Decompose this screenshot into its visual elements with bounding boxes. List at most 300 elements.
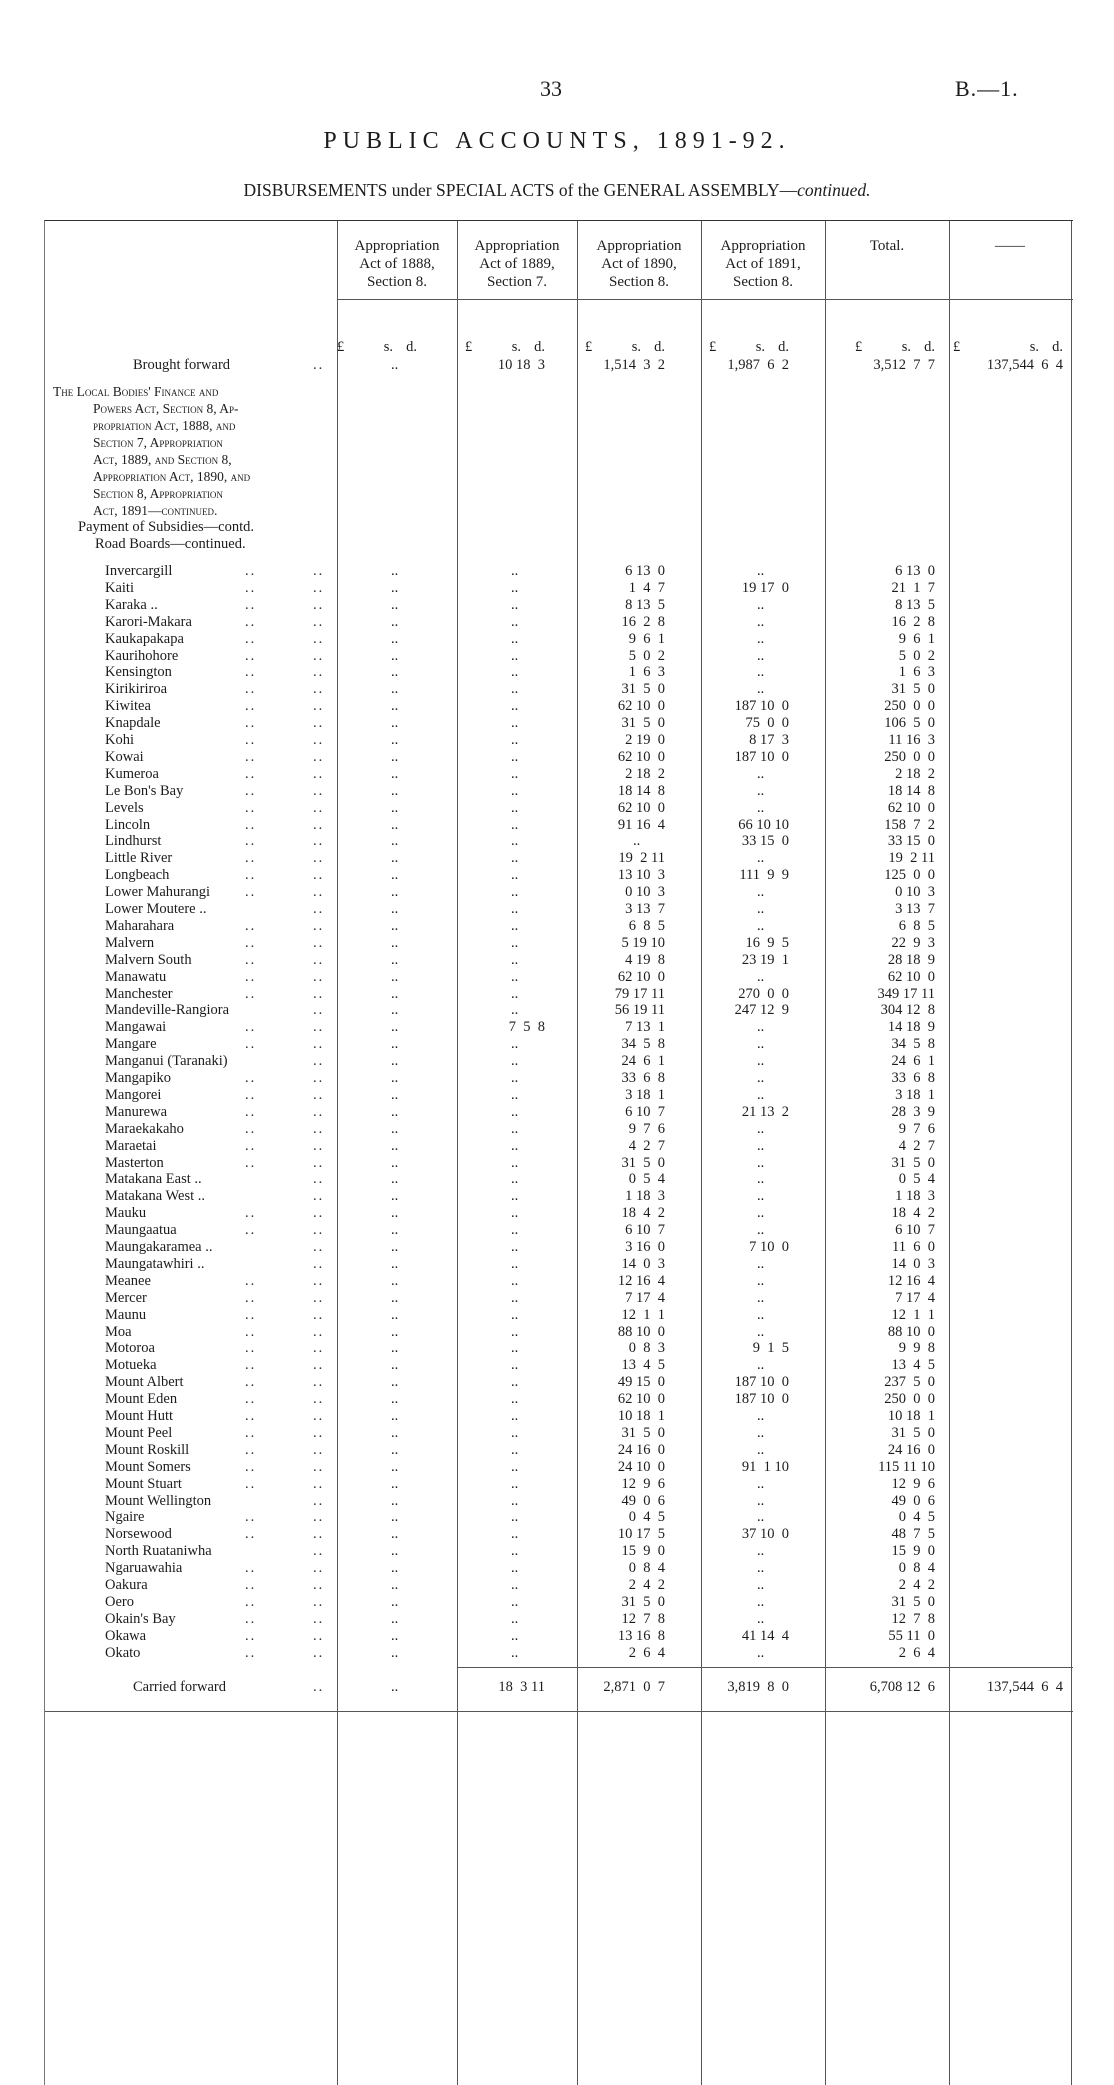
amount-1890: 3 16 0 <box>625 1239 665 1255</box>
brought-forward-amount: 137,544 6 4 <box>986 357 1063 373</box>
col-line: Appropriation <box>720 238 806 254</box>
leader-dots: .. <box>313 563 325 579</box>
leader-dots: .. <box>313 833 325 850</box>
amount-1891: .. <box>757 1205 765 1222</box>
amount-1891: .. <box>757 917 765 934</box>
leader-dots: .. <box>245 1205 257 1222</box>
amount-total: 6 13 0 <box>895 563 935 579</box>
act-subheading: Payment of Subsidies—contd. <box>78 519 255 535</box>
amount-1890: 24 16 0 <box>617 1441 665 1458</box>
leader-dots: .. <box>245 1222 257 1239</box>
amount-1891: 16 9 5 <box>745 934 789 951</box>
table-row <box>45 1019 1073 1036</box>
pound-sign: £ <box>465 339 473 355</box>
amount-1889: .. <box>511 715 519 732</box>
leader-dots: .. <box>313 1543 325 1560</box>
road-board-name: North Ruataniwha <box>105 1543 212 1560</box>
act-line: propriation Act, 1888, and <box>93 418 236 433</box>
amount-1888: .. <box>391 748 399 765</box>
amount-total: 106 5 0 <box>884 715 935 732</box>
amount-1889: .. <box>511 681 519 698</box>
table-row <box>45 1408 1073 1425</box>
amount-1888: .. <box>391 1154 399 1171</box>
amount-1889: .. <box>511 917 519 934</box>
amount-1888: .. <box>391 1306 399 1323</box>
page-title: PUBLIC ACCOUNTS, 1891-92. <box>323 128 791 154</box>
road-board-name: Mount Hutt <box>105 1408 174 1424</box>
amount-total: 13 4 5 <box>891 1357 935 1374</box>
amount-1888: .. <box>391 1019 399 1036</box>
amount-1889: .. <box>511 1577 519 1593</box>
amount-1889: .. <box>511 1070 519 1086</box>
amount-1888: .. <box>391 951 399 968</box>
road-board-name: Kowai <box>105 748 144 765</box>
leader-dots: .. <box>245 1086 257 1103</box>
amount-1888: .. <box>391 934 399 951</box>
act-description <box>53 383 373 553</box>
amount-1889: .. <box>511 1357 519 1374</box>
amount-1891: 9 1 5 <box>752 1340 789 1357</box>
amount-1888: .. <box>391 1070 399 1086</box>
amount-1890: 19 2 11 <box>618 850 665 867</box>
amount-total: 0 4 5 <box>898 1509 935 1526</box>
amount-total: 7 17 4 <box>895 1289 935 1306</box>
leader-dots: .. <box>245 1357 257 1374</box>
amount-1889: .. <box>511 698 519 715</box>
brought-forward-amount: 1,987 6 2 <box>727 357 789 373</box>
table-row <box>45 1053 1073 1070</box>
amount-1891: .. <box>757 613 765 630</box>
road-board-name: Levels <box>105 799 144 816</box>
amount-1890: 15 9 0 <box>621 1543 665 1560</box>
leader-dots: .. <box>245 833 257 850</box>
amount-1889: .. <box>511 1289 519 1306</box>
table-row <box>45 1526 1073 1543</box>
road-board-name: Maharahara <box>105 917 175 934</box>
amount-1890: 12 7 8 <box>621 1610 665 1627</box>
amount-total: 158 7 2 <box>884 816 935 833</box>
amount-1888: .. <box>391 596 399 613</box>
table-bottom-rule <box>45 1711 1073 1712</box>
amount-1891: .. <box>757 1222 765 1239</box>
leader-dots: .. <box>245 1137 257 1154</box>
amount-1888: .. <box>391 1627 399 1644</box>
leader-dots: .. <box>313 1593 325 1610</box>
amount-1888: .. <box>391 1526 399 1543</box>
amount-1890: 0 5 4 <box>628 1171 665 1188</box>
road-board-name: Invercargill <box>105 563 173 579</box>
amount-total: 10 18 1 <box>887 1408 935 1424</box>
brought-forward-amount: 3,512 7 7 <box>873 357 935 373</box>
amount-total: 88 10 0 <box>887 1323 935 1340</box>
amount-1890: 56 19 11 <box>614 1002 665 1019</box>
shillings-sign: s. <box>631 339 641 355</box>
leader-dots: .. <box>313 1577 325 1593</box>
amount-1891: .. <box>757 799 765 816</box>
amount-1888: .. <box>391 613 399 630</box>
leader-dots: .. <box>245 1036 257 1053</box>
leader-dots: .. <box>313 1560 325 1577</box>
shillings-sign: s. <box>901 339 911 355</box>
amount-1889: .. <box>511 1627 519 1644</box>
amount-1888: .. <box>391 1340 399 1357</box>
leader-dots: .. <box>245 1509 257 1526</box>
amount-1890: 13 4 5 <box>621 1357 665 1374</box>
leader-dots: .. <box>313 664 325 681</box>
pound-sign: £ <box>953 339 961 355</box>
amount-1889: .. <box>511 748 519 765</box>
amount-1888: .. <box>391 833 399 850</box>
road-board-name: Ngaire <box>105 1509 145 1526</box>
leader-dots: .. <box>313 732 325 748</box>
leader-dots: .. <box>313 1408 325 1424</box>
amount-1890: 12 1 1 <box>621 1306 665 1323</box>
road-board-name: Lower Mahurangi <box>105 884 211 901</box>
carried-forward-amount: 6,708 12 6 <box>869 1679 935 1695</box>
road-board-name: Maungakaramea .. <box>105 1239 213 1255</box>
road-board-name: Lindhurst <box>105 833 162 850</box>
amount-1890: 2 4 2 <box>628 1577 665 1593</box>
table-row <box>45 1560 1073 1577</box>
amount-total: 16 2 8 <box>891 613 935 630</box>
pound-sign: £ <box>709 339 717 355</box>
amount-1890: 33 6 8 <box>621 1070 665 1086</box>
amount-1889: .. <box>511 1526 519 1543</box>
subtitle-main: DISBURSEMENTS under SPECIAL ACTS of the GENERAL ASSEMBLY— <box>243 180 798 200</box>
table-row <box>45 1256 1073 1273</box>
road-board-name: Manchester <box>105 985 173 1002</box>
col-line: Act of 1891, <box>725 256 801 272</box>
pound-sign: £ <box>585 339 593 355</box>
amount-1891: .. <box>757 630 765 647</box>
leader-dots: .. <box>245 765 257 782</box>
amount-total: 8 13 5 <box>895 596 935 613</box>
amount-1889: .. <box>511 1171 519 1188</box>
amount-1890: 24 6 1 <box>621 1053 665 1070</box>
amount-1889: .. <box>511 579 519 596</box>
leader-dots: .. <box>313 765 325 782</box>
leader-dots: .. <box>245 698 257 715</box>
amount-1889: .. <box>511 951 519 968</box>
amount-1891: .. <box>757 1070 765 1086</box>
amount-1891: .. <box>757 681 765 698</box>
amount-1890: 31 5 0 <box>621 681 665 698</box>
road-board-name: Lincoln <box>105 816 151 833</box>
road-board-name: Mercer <box>105 1289 147 1306</box>
leader-dots: .. <box>313 579 325 596</box>
table-row <box>45 1543 1073 1560</box>
amount-1889: 7 5 8 <box>508 1019 545 1036</box>
table-row <box>45 867 1073 884</box>
amount-1890: 1 18 3 <box>625 1188 665 1205</box>
amount-1890: 5 0 2 <box>628 647 665 664</box>
table-row <box>45 715 1073 732</box>
road-board-name: Kohi <box>105 732 134 748</box>
amount-1889: .. <box>511 1036 519 1053</box>
table-row <box>45 1645 1073 1662</box>
amount-total: 2 6 4 <box>898 1644 935 1661</box>
amount-1888: .. <box>391 1560 399 1577</box>
amount-1889: .. <box>511 1103 519 1120</box>
leader-dots: .. <box>245 1154 257 1171</box>
road-board-name: Mount Albert <box>105 1374 184 1391</box>
road-board-name: Karaka .. <box>105 596 158 613</box>
road-board-name: Mangapiko <box>105 1070 172 1086</box>
table-row <box>45 1171 1073 1188</box>
leader-dots: .. <box>313 1239 325 1255</box>
amount-1889: .. <box>511 782 519 799</box>
road-board-name: Motueka <box>105 1357 157 1374</box>
table-row <box>45 1070 1073 1087</box>
leader-dots: .. <box>245 715 257 732</box>
amount-1889: .. <box>511 613 519 630</box>
amount-1890: 88 10 0 <box>617 1323 665 1340</box>
amount-1890: 9 6 1 <box>628 630 665 647</box>
amount-total: 15 9 0 <box>891 1543 935 1560</box>
road-board-name: Maunu <box>105 1306 147 1323</box>
leader-dots: .. <box>245 1408 257 1424</box>
amount-1890: 6 10 7 <box>625 1222 665 1239</box>
amount-total: 24 16 0 <box>887 1441 935 1458</box>
leader-dots: .. <box>313 357 325 373</box>
amount-1891: .. <box>757 782 765 799</box>
leader-dots: .. <box>313 1475 325 1492</box>
amount-1888: .. <box>391 968 399 985</box>
amount-1890: 79 17 11 <box>614 985 665 1002</box>
table-row <box>45 698 1073 715</box>
amount-total: 28 18 9 <box>887 951 935 968</box>
amount-1890: 91 16 4 <box>617 816 665 833</box>
amount-1889: .. <box>511 1188 519 1205</box>
amount-total: 349 17 11 <box>877 985 935 1002</box>
table-row <box>45 986 1073 1003</box>
leader-dots: .. <box>245 748 257 765</box>
amount-1890: 8 13 5 <box>625 596 665 613</box>
amount-1888: .. <box>391 782 399 799</box>
amount-1891: .. <box>757 1475 765 1492</box>
amount-total: 28 3 9 <box>891 1103 935 1120</box>
table-row <box>45 1036 1073 1053</box>
road-board-name: Kaiti <box>105 579 134 596</box>
table-row <box>45 597 1073 614</box>
table-row <box>45 648 1073 665</box>
subtitle-italic: continued. <box>797 180 871 200</box>
amount-1888: .. <box>391 1475 399 1492</box>
amount-total: 0 5 4 <box>898 1171 935 1188</box>
act-line: The Local Bodies' Finance and <box>53 384 219 399</box>
leader-dots: .. <box>245 664 257 681</box>
column-header-1889 <box>457 237 577 291</box>
leader-dots: .. <box>313 748 325 765</box>
amount-1890: 62 10 0 <box>617 748 665 765</box>
amount-total: 31 5 0 <box>891 1154 935 1171</box>
total-rule <box>457 1667 1073 1668</box>
pence-sign: d. <box>654 339 665 355</box>
leader-dots: .. <box>245 1627 257 1644</box>
amount-1891: 187 10 0 <box>734 1391 789 1408</box>
road-board-name: Karori-Makara <box>105 613 192 630</box>
act-line: Act, 1889, and Section 8, <box>93 452 232 467</box>
table-row <box>45 1611 1073 1628</box>
leader-dots: .. <box>245 951 257 968</box>
table-row <box>45 969 1073 986</box>
amount-1888: .. <box>391 985 399 1002</box>
page-subtitle <box>0 180 1114 201</box>
road-board-name: Oakura <box>105 1577 148 1593</box>
amount-1888: .. <box>391 1593 399 1610</box>
amount-total: 31 5 0 <box>891 1593 935 1610</box>
amount-1891: .. <box>757 1543 765 1560</box>
amount-1890: 6 10 7 <box>625 1103 665 1120</box>
leader-dots: .. <box>245 596 257 613</box>
leader-dots: .. <box>245 782 257 799</box>
table-row <box>45 1374 1073 1391</box>
amount-1889: .. <box>511 1391 519 1408</box>
road-board-name: Knapdale <box>105 715 161 732</box>
amount-1891: .. <box>757 1424 765 1441</box>
leader-dots: .. <box>313 1644 325 1661</box>
amount-1888: .. <box>391 1086 399 1103</box>
amount-total: 5 0 2 <box>898 647 935 664</box>
amount-1888: .. <box>391 765 399 782</box>
amount-1888: .. <box>391 579 399 596</box>
leader-dots: .. <box>313 867 325 884</box>
amount-1890: 31 5 0 <box>621 1593 665 1610</box>
brought-forward-amount: 10 18 3 <box>497 357 545 373</box>
road-board-name: Kensington <box>105 664 172 681</box>
road-board-name: Le Bon's Bay <box>105 782 184 799</box>
leader-dots: .. <box>245 1441 257 1458</box>
table-row <box>45 1509 1073 1526</box>
amount-1889: .. <box>511 1610 519 1627</box>
amount-1888: .. <box>391 1391 399 1408</box>
leader-dots: .. <box>313 1441 325 1458</box>
leader-dots: .. <box>313 951 325 968</box>
col-line: Act of 1888, <box>359 256 435 272</box>
amount-1889: .. <box>511 1441 519 1458</box>
table-row <box>45 1577 1073 1594</box>
amount-1889: .. <box>511 816 519 833</box>
amount-1891: .. <box>757 1610 765 1627</box>
road-board-name: Kiwitea <box>105 698 151 715</box>
amount-total: 11 6 0 <box>892 1239 935 1255</box>
amount-1891: .. <box>757 850 765 867</box>
road-board-name: Norsewood <box>105 1526 172 1543</box>
leader-dots: .. <box>245 884 257 901</box>
table-row <box>45 884 1073 901</box>
amount-1889: .. <box>511 1458 519 1475</box>
amount-1891: .. <box>757 1188 765 1205</box>
leader-dots: .. <box>313 1526 325 1543</box>
pence-sign: d. <box>406 339 417 355</box>
table-row <box>45 1425 1073 1442</box>
road-board-name: Motoroa <box>105 1340 155 1357</box>
amount-1890: 7 13 1 <box>625 1019 665 1036</box>
leader-dots: .. <box>313 647 325 664</box>
amount-1889: .. <box>511 1306 519 1323</box>
amount-1889: .. <box>511 1644 519 1661</box>
amount-1891: 247 12 9 <box>734 1002 789 1019</box>
act-subheading: Road Boards—continued. <box>95 536 246 552</box>
amount-1889: .. <box>511 1509 519 1526</box>
table-row <box>45 749 1073 766</box>
col-line: Section 8. <box>367 274 427 290</box>
col-line: Act of 1890, <box>601 256 677 272</box>
amount-1888: .. <box>391 901 399 917</box>
road-board-name: Mangare <box>105 1036 157 1053</box>
leader-dots: .. <box>313 681 325 698</box>
amount-1890: 0 10 3 <box>625 884 665 901</box>
amount-1890: 7 17 4 <box>625 1289 665 1306</box>
leader-dots: .. <box>313 698 325 715</box>
act-line: Appropriation Act, 1890, and <box>93 469 251 484</box>
leader-dots: .. <box>245 1526 257 1543</box>
leader-dots: .. <box>313 1289 325 1306</box>
amount-1891: .. <box>757 1036 765 1053</box>
disbursements-table <box>44 220 1073 2085</box>
road-board-name: Meanee <box>105 1272 151 1289</box>
amount-1890: 13 10 3 <box>617 867 665 884</box>
amount-1889: .. <box>511 1255 519 1272</box>
leader-dots: .. <box>313 1002 325 1019</box>
table-row <box>45 1324 1073 1341</box>
amount-total: 304 12 8 <box>880 1002 935 1019</box>
pence-sign: d. <box>534 339 545 355</box>
leader-dots: .. <box>313 1053 325 1070</box>
amount-1890: 10 17 5 <box>617 1526 665 1543</box>
leader-dots: .. <box>313 1458 325 1475</box>
carried-forward-amount: 137,544 6 4 <box>986 1679 1063 1695</box>
amount-1889: .. <box>511 850 519 867</box>
road-board-name: Mount Peel <box>105 1424 173 1441</box>
amount-1888: .. <box>391 884 399 901</box>
table-row <box>45 1476 1073 1493</box>
leader-dots: .. <box>245 681 257 698</box>
amount-total: 14 0 3 <box>891 1255 935 1272</box>
amount-total: 12 7 8 <box>891 1610 935 1627</box>
table-row <box>45 1442 1073 1459</box>
amount-1889: .. <box>511 1222 519 1239</box>
road-board-name: Okain's Bay <box>105 1610 176 1627</box>
leader-dots: .. <box>245 613 257 630</box>
amount-1891: .. <box>757 596 765 613</box>
amount-total: 34 5 8 <box>891 1036 935 1053</box>
amount-1888: .. <box>391 1036 399 1053</box>
amount-1891: .. <box>757 884 765 901</box>
table-row <box>45 1188 1073 1205</box>
amount-total: 48 7 5 <box>891 1526 935 1543</box>
road-board-name: Mauku <box>105 1205 147 1222</box>
amount-1891: .. <box>757 1492 765 1509</box>
leader-dots: .. <box>245 1593 257 1610</box>
leader-dots: .. <box>313 1154 325 1171</box>
shillings-sign: s. <box>511 339 521 355</box>
amount-1890: 0 8 4 <box>628 1560 665 1577</box>
amount-total: 33 15 0 <box>887 833 935 850</box>
leader-dots: .. <box>313 884 325 901</box>
amount-1891: .. <box>757 1272 765 1289</box>
header-rule <box>337 299 1073 300</box>
amount-total: 22 9 3 <box>891 934 935 951</box>
amount-1888: .. <box>391 799 399 816</box>
amount-total: 31 5 0 <box>891 681 935 698</box>
amount-1889: .. <box>511 630 519 647</box>
amount-1890: 49 15 0 <box>617 1374 665 1391</box>
amount-total: 62 10 0 <box>887 799 935 816</box>
amount-1890: 3 18 1 <box>625 1086 665 1103</box>
table-row <box>45 1594 1073 1611</box>
amount-1891: 23 19 1 <box>741 951 789 968</box>
